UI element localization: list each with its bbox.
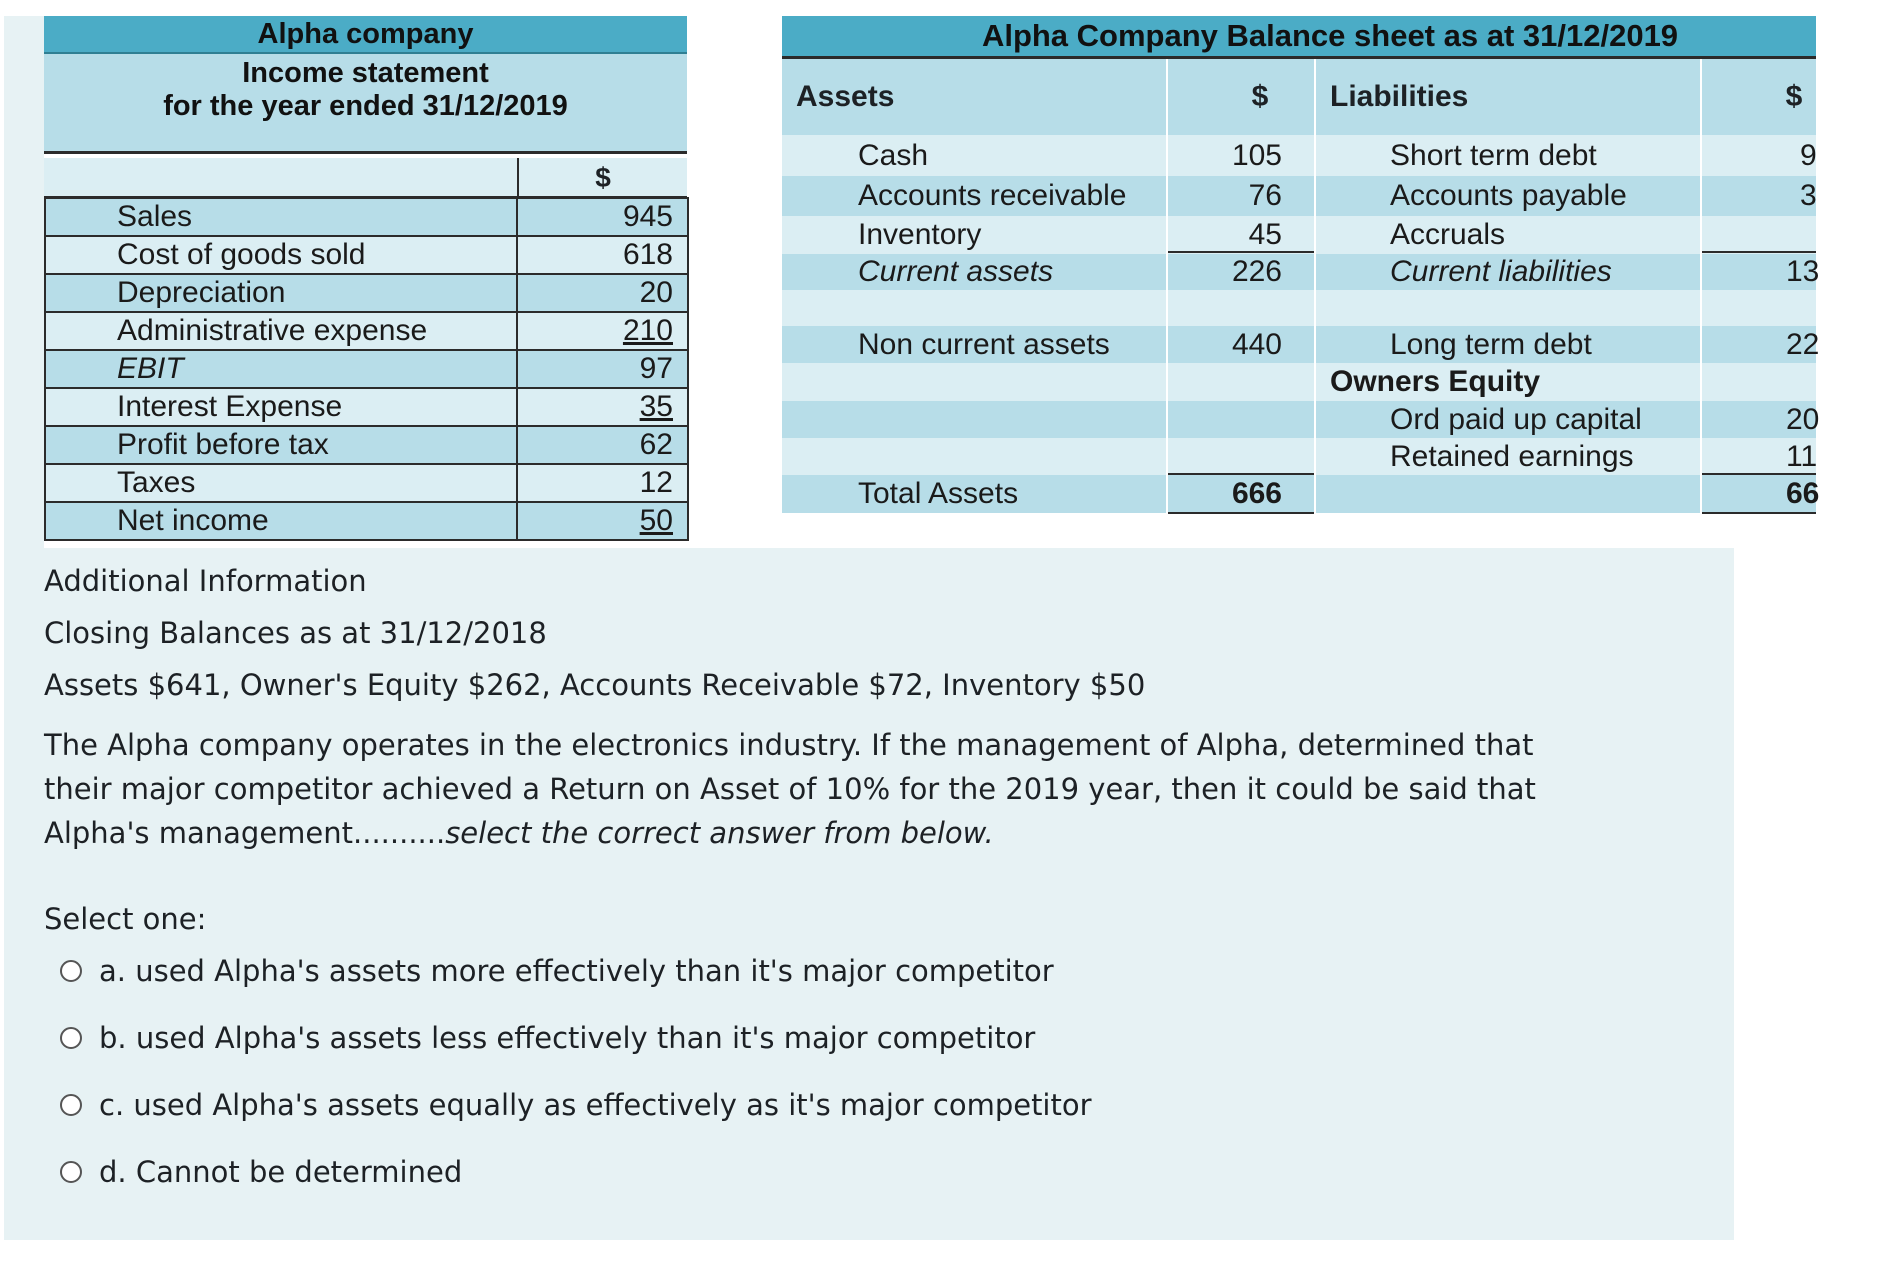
row-value: 97	[517, 350, 688, 388]
column-divider	[1700, 59, 1702, 513]
row-value: 12	[517, 464, 688, 502]
answer-option-label[interactable]: b. used Alpha's assets less effectively than it's major competitor	[99, 1021, 1036, 1055]
additional-info-heading: Additional Information	[44, 564, 367, 598]
answer-option-label[interactable]: c. used Alpha's assets equally as effectively as it's major competitor	[99, 1088, 1092, 1122]
question-text	[44, 723, 1604, 855]
question-instruction: select the correct answer from below.	[445, 816, 994, 850]
row-value: 62	[517, 426, 688, 464]
table-row	[45, 312, 688, 350]
row-label: Sales	[45, 198, 517, 236]
liability-value: 11	[1786, 440, 1818, 473]
row-value: 618	[517, 236, 688, 274]
row-label: Taxes	[45, 464, 517, 502]
table-row	[45, 502, 688, 540]
underlined-value: 35	[639, 390, 673, 423]
closing-balances-values: Assets $641, Owner's Equity $262, Accounts Receivable $72, Inventory $50	[44, 668, 1146, 702]
row-label: EBIT	[45, 350, 517, 388]
income-statement-company: Alpha company	[44, 16, 687, 54]
balance-sheet-title-text: Alpha Company Balance sheet as at 31/12/2019	[981, 18, 1679, 53]
row-label: Net income	[45, 502, 517, 540]
row-value: 945	[517, 198, 688, 236]
asset-value: 440	[1231, 328, 1282, 361]
row-label: Interest Expense	[45, 388, 517, 426]
table-row	[782, 176, 1816, 216]
liability-label: Accruals	[1390, 218, 1506, 251]
assets-header: Assets	[796, 80, 895, 113]
table-row	[782, 254, 1820, 290]
income-statement-title	[44, 54, 687, 154]
answer-option-a[interactable]	[60, 951, 1054, 991]
table-row	[45, 198, 688, 236]
liability-label: Short term debt	[1390, 139, 1597, 172]
underlined-value: 50	[639, 504, 673, 537]
table-row	[45, 464, 688, 502]
radio-button[interactable]	[60, 1094, 82, 1116]
liability-label: Ord paid up capital	[1390, 403, 1642, 436]
asset-value: 76	[1248, 179, 1282, 212]
top-margin	[0, 0, 1816, 16]
answer-option-label[interactable]: d. Cannot be determined	[99, 1155, 463, 1189]
column-divider	[1166, 59, 1168, 513]
table-row	[782, 363, 1816, 401]
answer-option-label[interactable]: a. used Alpha's assets more effectively than it's major competitor	[99, 954, 1054, 988]
table-row	[782, 475, 1820, 513]
table-row	[782, 326, 1820, 363]
row-label: Profit before tax	[45, 426, 517, 464]
subtotal-rule	[1702, 251, 1816, 253]
liability-label: Current liabilities	[1390, 255, 1612, 288]
closing-balances-heading: Closing Balances as at 31/12/2018	[44, 616, 547, 650]
asset-label: Cash	[858, 139, 929, 172]
row-value: 20	[517, 274, 688, 312]
radio-button[interactable]	[60, 1027, 82, 1049]
table-row	[45, 350, 688, 388]
table-row	[782, 290, 1816, 326]
row-label: Depreciation	[45, 274, 517, 312]
income-statement-table	[44, 197, 689, 541]
liability-value: 9	[1800, 139, 1817, 172]
radio-button[interactable]	[60, 1161, 82, 1183]
table-row	[782, 135, 1816, 176]
liabilities-header: Liabilities	[1330, 80, 1469, 113]
table-row	[782, 216, 1816, 254]
answer-option-b[interactable]	[60, 1018, 1035, 1058]
table-row	[782, 401, 1820, 438]
column-divider	[1314, 59, 1316, 513]
liability-label: Long term debt	[1390, 328, 1592, 361]
income-statement-currency: $	[595, 162, 611, 193]
select-one-prompt: Select one:	[44, 902, 207, 936]
underlined-value: 210	[622, 314, 673, 347]
income-statement-currency-row	[44, 158, 687, 199]
table-row	[45, 388, 688, 426]
total-rule	[1702, 473, 1816, 475]
liability-label: Accounts payable	[1390, 179, 1627, 212]
row-label: Administrative expense	[45, 312, 517, 350]
liability-value: 13	[1786, 255, 1820, 288]
owners-equity-heading: Owners Equity	[1330, 365, 1541, 398]
asset-value: 45	[1248, 218, 1282, 251]
radio-button[interactable]	[60, 960, 82, 982]
row-label: Cost of goods sold	[45, 236, 517, 274]
income-statement-title-line2: for the year ended 31/12/2019	[163, 90, 568, 122]
liability-value: 3	[1800, 179, 1817, 212]
asset-label: Current assets	[858, 255, 1054, 288]
asset-label: Accounts receivable	[858, 179, 1127, 212]
table-row	[45, 426, 688, 464]
answer-option-c[interactable]	[60, 1085, 1092, 1125]
assets-currency: $	[1251, 80, 1269, 113]
total-double-rule	[1168, 512, 1314, 514]
row-value	[517, 388, 688, 426]
liability-value: 22	[1786, 328, 1820, 361]
balance-sheet-title	[782, 16, 1816, 59]
asset-label: Total Assets	[858, 477, 1019, 510]
asset-value: 226	[1231, 255, 1282, 288]
subtotal-rule	[1168, 251, 1314, 253]
asset-label: Inventory	[858, 218, 982, 251]
balance-sheet-header	[782, 59, 1816, 135]
asset-value: 666	[1231, 477, 1282, 510]
row-value	[517, 502, 688, 540]
total-double-rule	[1702, 512, 1816, 514]
question-body: The Alpha company operates in the electronics industry. If the management of Alpha, determined that their major competitor achieved a Return on Asset of 10% for the 2019 year, then it could be said that Alpha's management..........	[44, 728, 1536, 850]
total-rule	[1168, 473, 1314, 475]
liability-value: 20	[1786, 403, 1820, 436]
liability-label: Retained earnings	[1390, 440, 1634, 473]
liabilities-currency: $	[1785, 80, 1803, 113]
answer-option-d[interactable]	[60, 1152, 462, 1192]
asset-label: Non current assets	[858, 328, 1110, 361]
table-row	[45, 236, 688, 274]
asset-value: 105	[1231, 139, 1282, 172]
table-row	[45, 274, 688, 312]
table-row	[782, 438, 1816, 475]
income-statement-title-line1: Income statement	[242, 57, 489, 89]
row-value	[517, 312, 688, 350]
liability-value: 66	[1786, 477, 1820, 510]
